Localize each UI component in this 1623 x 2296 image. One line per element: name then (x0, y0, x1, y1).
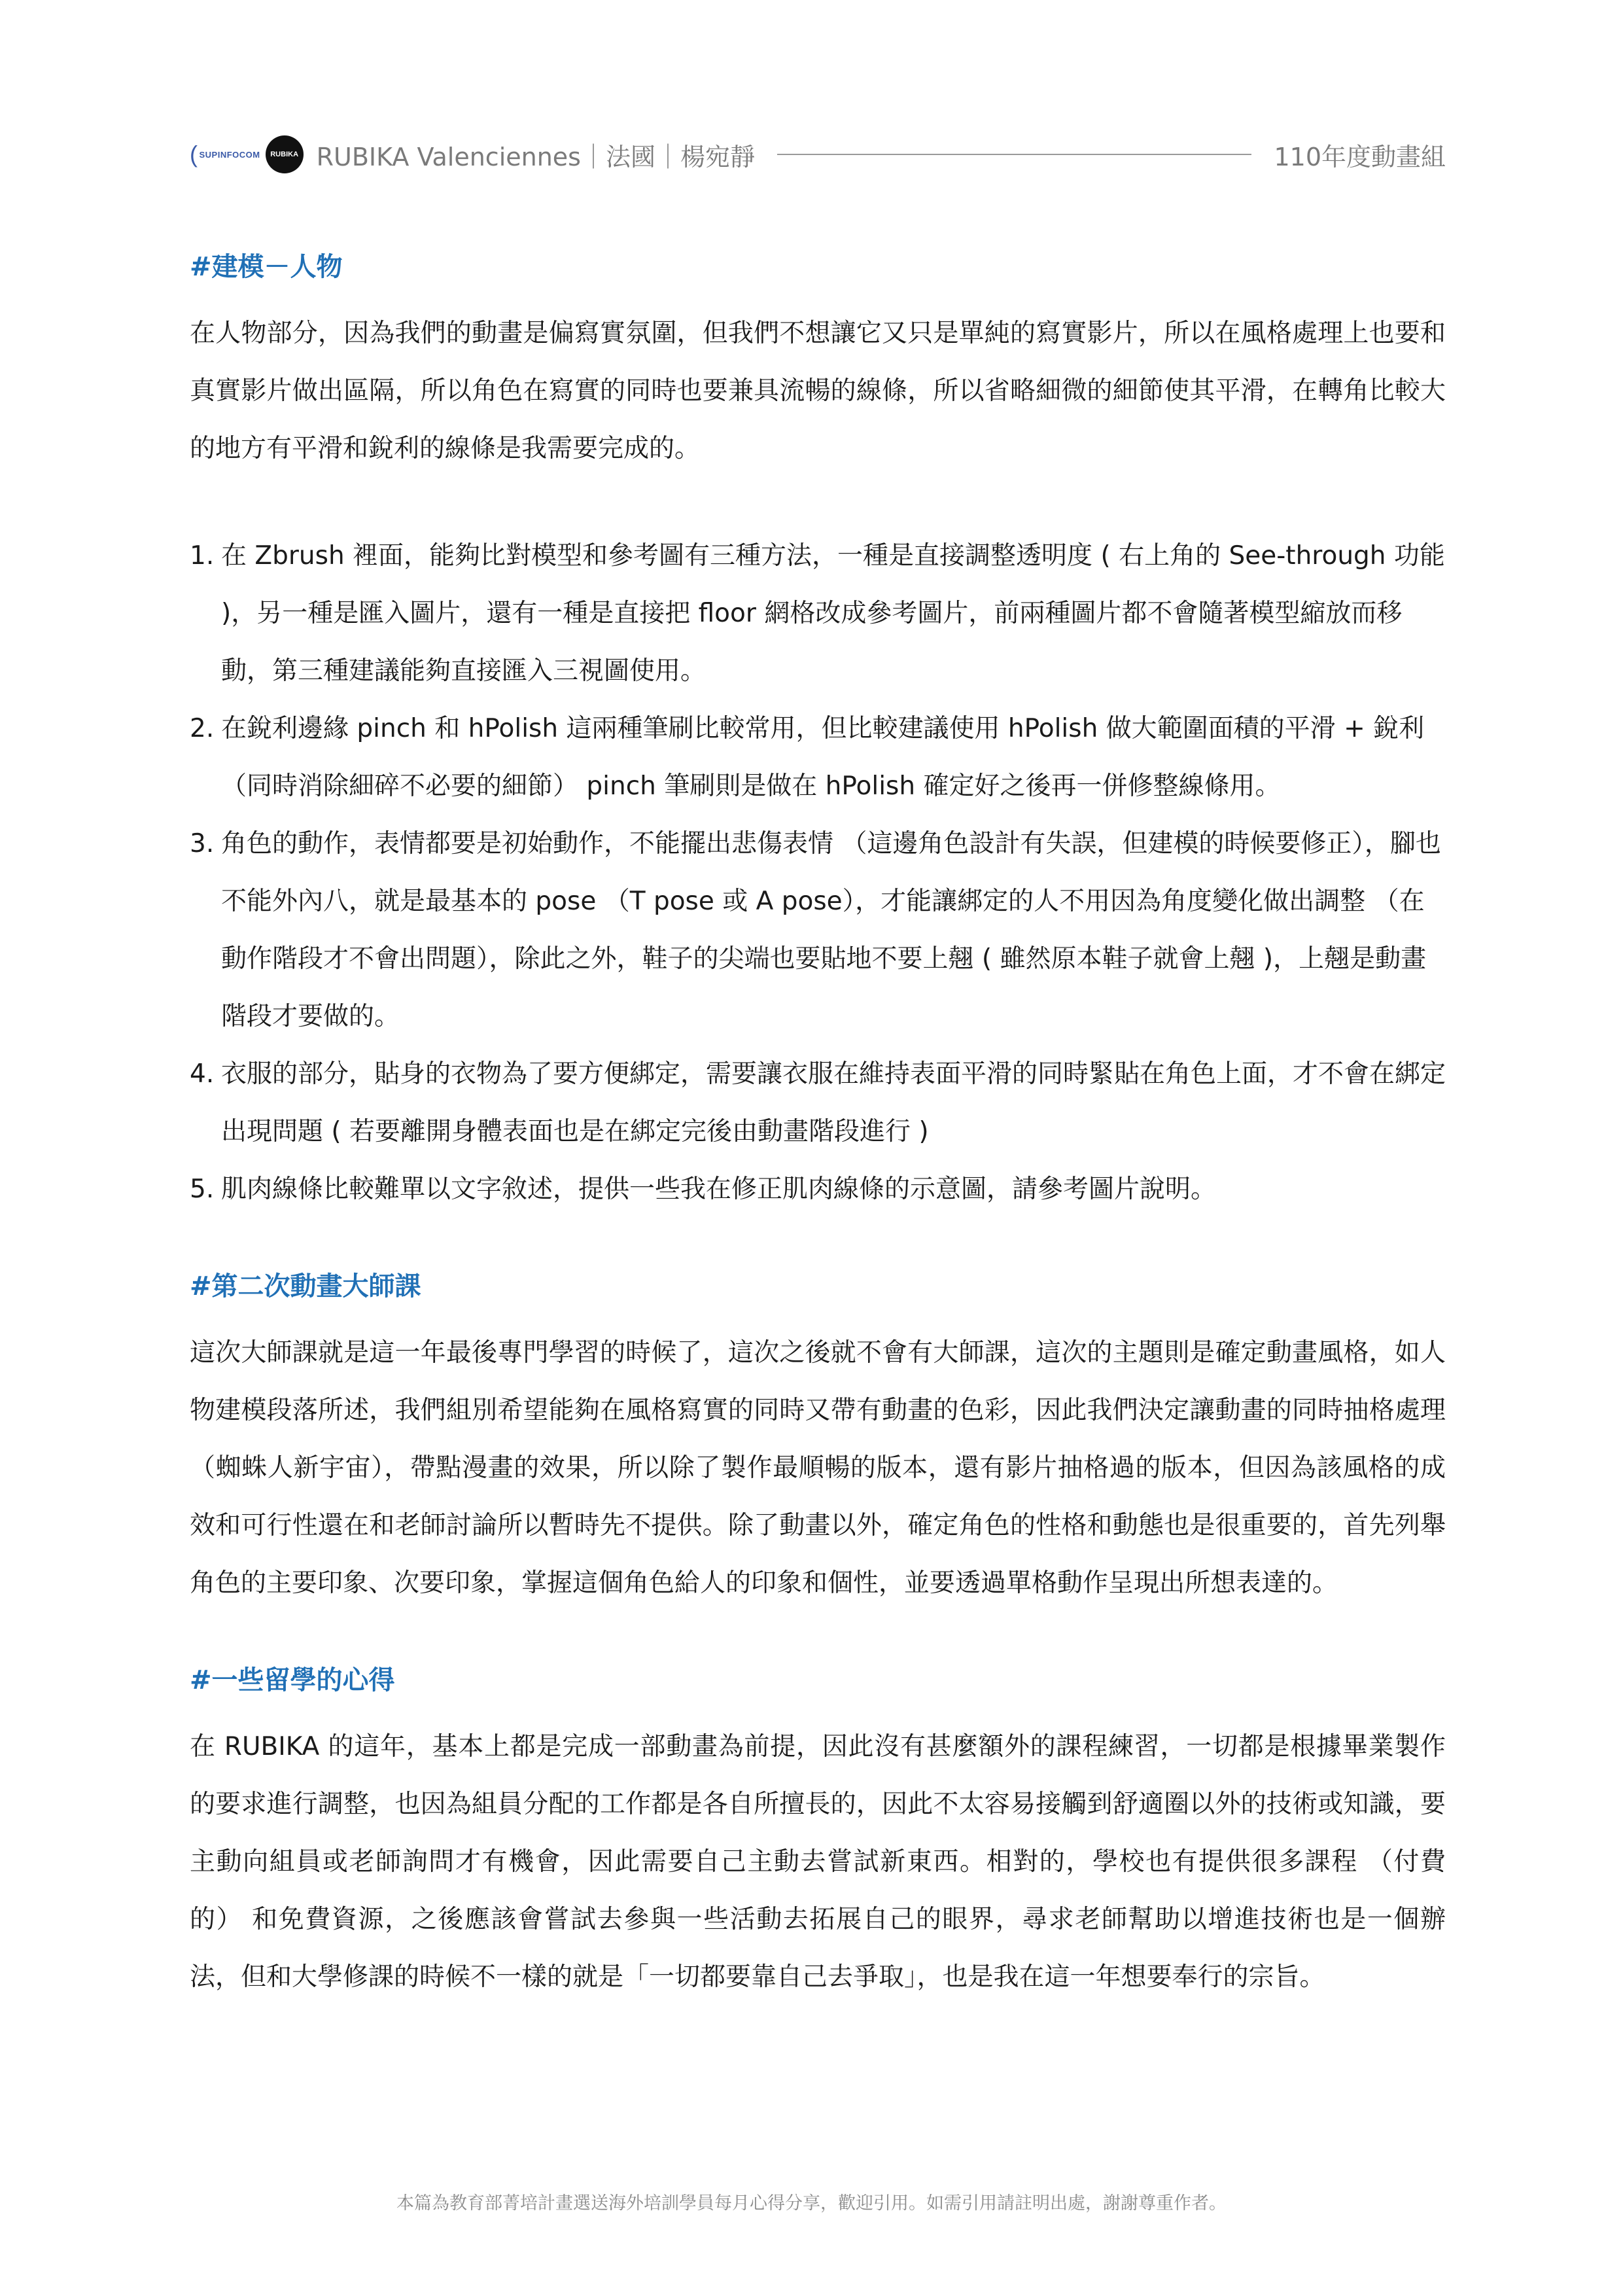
header-program: 110年度動畫組 (1274, 142, 1446, 171)
rubika-logo: RUBIKA (266, 135, 304, 173)
list-item (190, 815, 1446, 1046)
section-paragraph: 這次大師課就是這一年最後專門學習的時候了，這次之後就不會有大師課，這次的主題則是確定動畫風格，如人物建模段落所述，我們組別希望能夠在風格寫實的同時又帶有動畫的色彩，因此我們決定讓動畫的同時抽格處理 （蜘蛛人新宇宙），帶點漫畫的效果，所以除了製作最順暢的版本，還有影片抽格過的版本，但因為該風格的成效和可行性還在和老師討論所以暫時先不提供。除了動畫以外，確定角色的性格和動態也是很重要的，首先列舉角色的主要印象、次要印象，掌握這個角色給人的印象和個性，並要透過單格動作呈現出所想表達的。 (190, 1338, 1446, 1598)
supinfocom-logo: ( SUPINFOCOM (190, 141, 260, 168)
list-item (190, 527, 1446, 700)
header-title: RUBIKA Valenciennes｜法國｜楊宛靜 (316, 142, 755, 171)
list-number: 1. (190, 541, 215, 571)
header-divider (777, 154, 1251, 155)
list-item (190, 1046, 1446, 1161)
list-item (190, 700, 1446, 815)
list-text: 衣服的部分，貼身的衣物為了要方便綁定，需要讓衣服在維持表面平滑的同時緊貼在角色上面，才不會在綁定出現問題 ( 若要離開身體表面也是在綁定完後由動畫階段進行 ) (221, 1059, 1446, 1146)
section-title: #第二次動畫大師課 (190, 1271, 421, 1301)
section-title: #建模－人物 (190, 252, 343, 282)
list-number: 5. (190, 1174, 215, 1204)
list-number: 2. (190, 714, 215, 743)
section-masterclass (190, 1268, 1446, 1612)
list-number: 4. (190, 1059, 215, 1089)
section-modeling (190, 249, 1446, 1218)
list-item (190, 1161, 1446, 1218)
list-text: 在 Zbrush 裡面，能夠比對模型和參考圖有三種方法，一種是直接調整透明度 ( 右上角的 See-through 功能 )，另一種是匯入圖片，還有一種是直接把 floor 網格改成參考圖片，前兩種圖片都不會隨著模型縮放而移動，第三種建議能夠直接匯入三視圖使用。 (221, 541, 1445, 686)
list-text: 角色的動作，表情都要是初始動作，不能擺出悲傷表情 （這邊角色設計有失誤，但建模的時候要修正），腳也不能外內八，就是最基本的 pose （T pose 或 A pose），才能讓綁定的人不用因為角度變化做出調整 （在動作階段才不會出問題），除此之外，鞋子的尖端也要貼地不要上翹 ( 雖然原本鞋子就會上翹 )，上翹是動畫階段才要做的。 (221, 829, 1441, 1031)
page-footer: 本篇為教育部菁培計畫選送海外培訓學員每月心得分享，歡迎引用。如需引用請註明出處，謝謝尊重作者。 (396, 2193, 1227, 2214)
section-title: #一些留學的心得 (190, 1665, 395, 1695)
list-text: 肌肉線條比較難單以文字敘述，提供一些我在修正肌肉線條的示意圖，請參考圖片說明。 (221, 1174, 1217, 1204)
list-text: 在銳利邊緣 pinch 和 hPolish 這兩種筆刷比較常用，但比較建議使用 hPolish 做大範圍面積的平滑 + 銳利 （同時消除細碎不必要的細節） pinch 筆刷則是做在 hPolish 確定好之後再一併修整線條用。 (221, 714, 1425, 801)
section-paragraph: 在 RUBIKA 的這年，基本上都是完成一部動畫為前提，因此沒有甚麼額外的課程練習，一切都是根據畢業製作的要求進行調整，也因為組員分配的工作都是各自所擅長的，因此不太容易接觸到舒適圈以外的技術或知識，要主動向組員或老師詢問才有機會，因此需要自己主動去嘗試新東西。相對的，學校也有提供很多課程 （付費的） 和免費資源，之後應該會嘗試去參與一些活動去拓展自己的眼界，尋求老師幫助以增進技術也是一個辦法，但和大學修課的時候不一樣的就是「一切都要靠自己去爭取」，也是我在這一年想要奉行的宗旨。 (190, 1732, 1446, 1992)
page-header (190, 135, 1446, 174)
document-body (190, 249, 1446, 2006)
list-number: 3. (190, 829, 215, 858)
section-paragraph: 在人物部分，因為我們的動畫是偏寫實氛圍，但我們不想讓它又只是單純的寫實影片，所以在風格處理上也要和真實影片做出區隔，所以角色在寫實的同時也要兼具流暢的線條，所以省略細微的細節使其平滑，在轉角比較大的地方有平滑和銳利的線條是我需要完成的。 (190, 319, 1446, 463)
numbered-list (190, 527, 1446, 1218)
section-reflections (190, 1662, 1446, 2006)
